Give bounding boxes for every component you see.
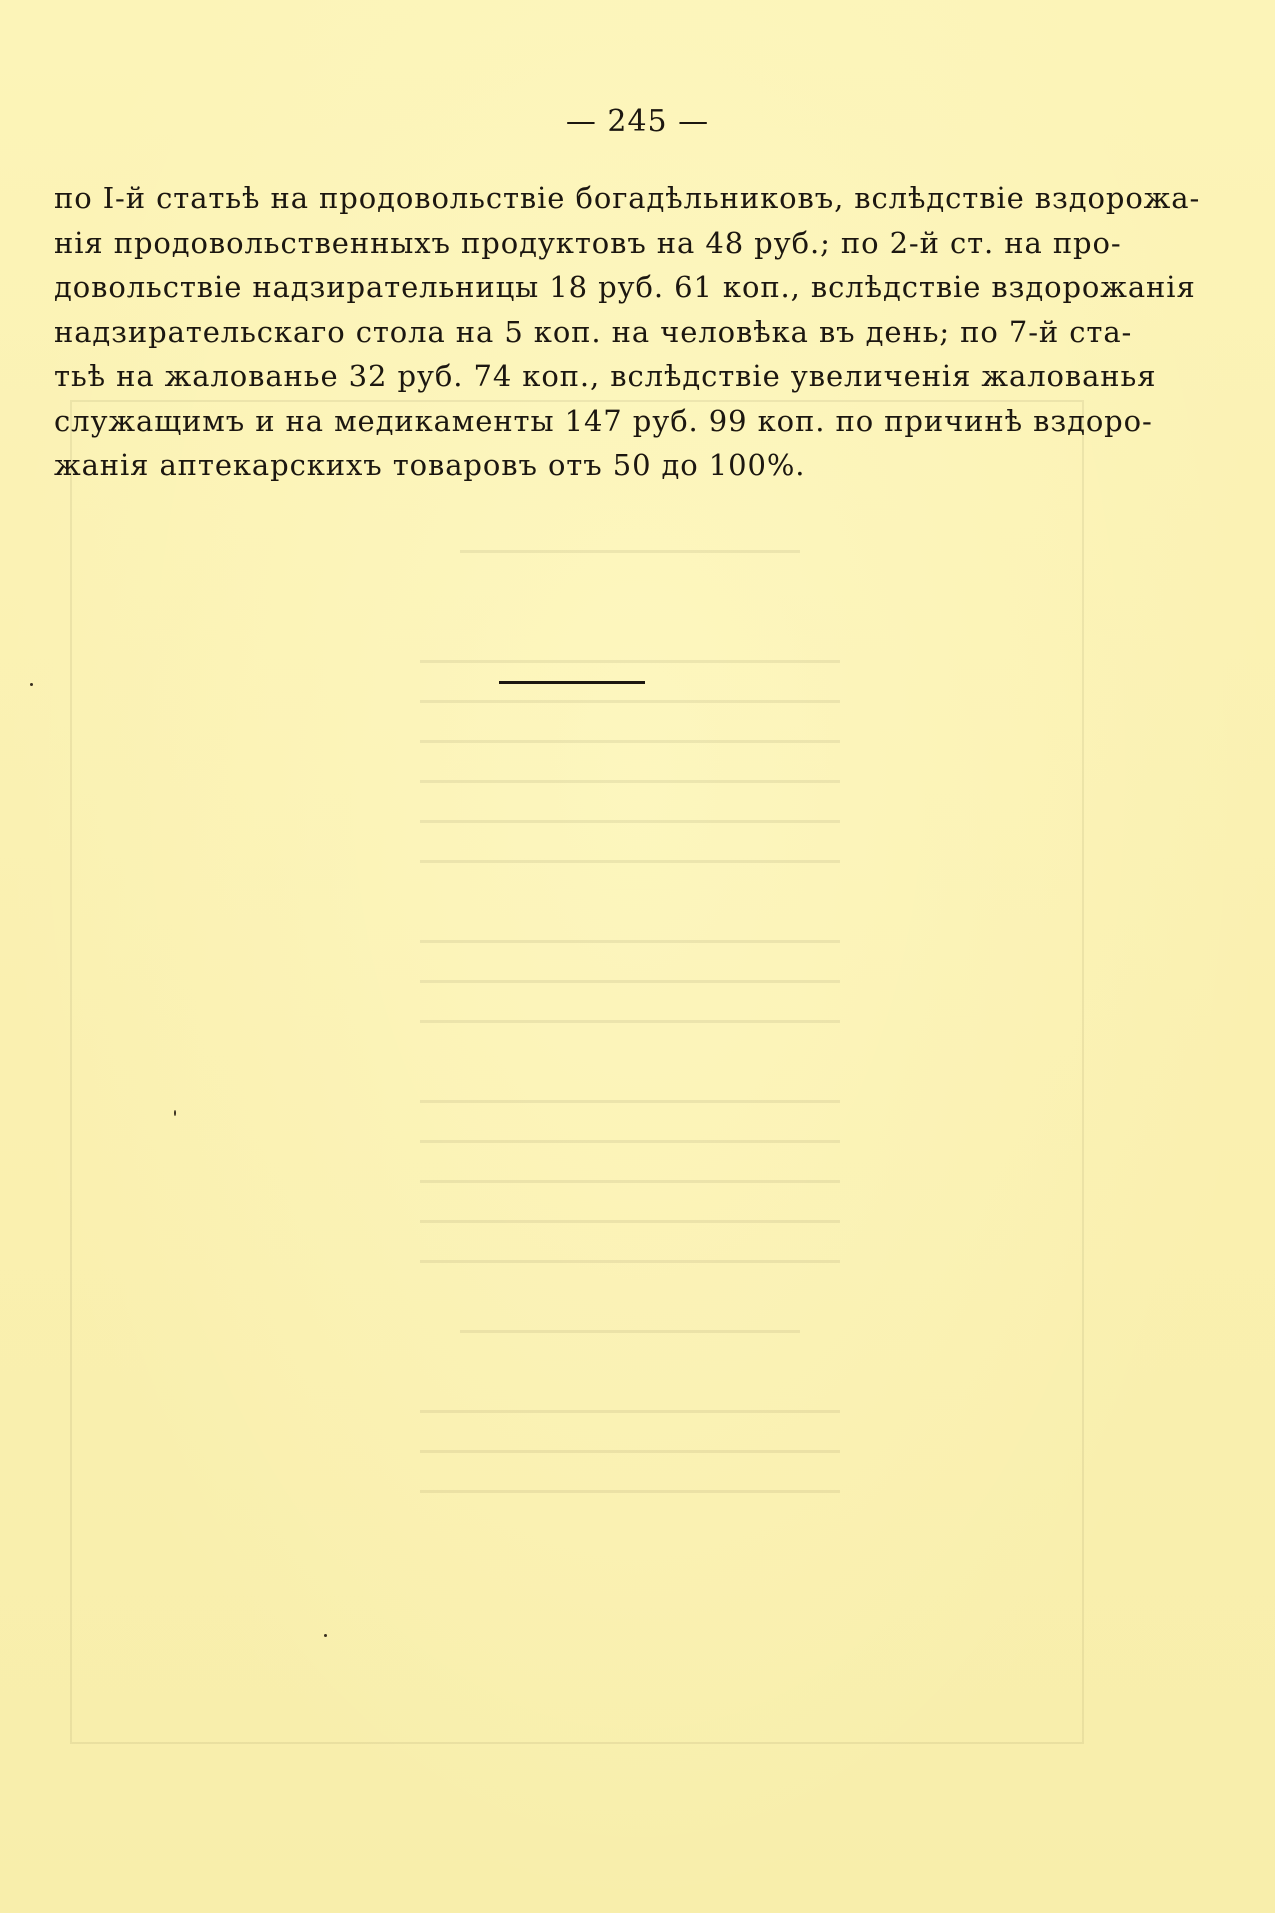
bleed-through-table-frame (70, 400, 1084, 1744)
bleed-through-line (420, 700, 840, 703)
paragraph-line-6: служащимъ и на медикаменты 147 руб. 99 коп. по причинѣ вздоро- (54, 403, 1153, 438)
bleed-through-line (420, 820, 840, 823)
paragraph-line-7: жанія аптекарскихъ товаровъ отъ 50 до 100%. (54, 448, 806, 482)
bleed-through-line (420, 1450, 840, 1453)
bleed-through-line (420, 860, 840, 863)
bleed-through-line (460, 550, 800, 553)
bleed-through-line (420, 1490, 840, 1493)
bleed-through-line (420, 1140, 840, 1143)
bleed-through-line (420, 980, 840, 983)
bleed-through-line (420, 1180, 840, 1183)
bleed-through-line (420, 780, 840, 783)
bleed-through-line (460, 1330, 800, 1333)
paragraph-line-3: довольствіе надзирательницы 18 руб. 61 коп., вслѣдствіе вздорожанія (54, 270, 1196, 304)
ink-speck (324, 1634, 327, 1637)
page-number: — 245 — (565, 104, 710, 139)
bleed-through-line (420, 1410, 840, 1413)
bleed-through-line (420, 1100, 840, 1103)
paragraph-line-4: надзирательскаго стола на 5 коп. на человѣка въ день; по 7-й ста- (54, 314, 1133, 349)
section-divider-rule (499, 681, 645, 684)
paragraph-line-2: нія продовольственныхъ продуктовъ на 48 руб.; по 2-й ст. на про- (54, 225, 1122, 260)
bleed-through-line (420, 740, 840, 743)
bleed-through-line (420, 1220, 840, 1223)
ink-speck (30, 683, 33, 686)
bleed-through-line (420, 940, 840, 943)
body-paragraph (54, 176, 1201, 488)
bleed-through-line (420, 1260, 840, 1263)
paragraph-line-5: тьѣ на жалованье 32 руб. 74 коп., вслѣдствіе увеличенія жалованья (54, 359, 1157, 393)
paragraph-line-1: по I-й статьѣ на продовольствіе богадѣльниковъ, вслѣдствіе вздорожа- (54, 181, 1201, 215)
bleed-through-line (420, 660, 840, 663)
bleed-through-line (420, 1020, 840, 1023)
bleed-through-reverse-page (40, 400, 1080, 1780)
ink-speck (174, 1110, 176, 1116)
